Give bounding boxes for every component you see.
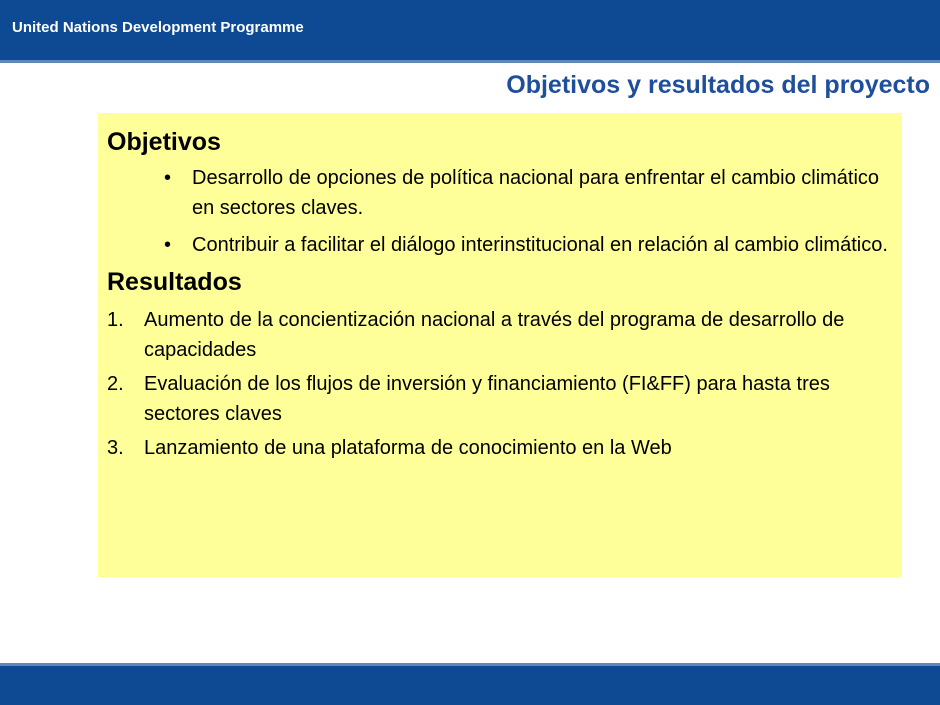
objective-text: Desarrollo de opciones de política nacional para enfrentar el cambio climático en sectores claves. [192,167,880,219]
result-item [107,433,902,463]
objective-text: Contribuir a facilitar el diálogo interinstitucional en relación al cambio climático. [192,234,888,256]
result-number: 2. [107,373,124,395]
objectives-list [107,163,902,260]
objectives-heading: Objetivos [107,128,221,156]
content-box [98,113,902,577]
result-item [107,369,902,429]
result-number: 1. [107,309,124,331]
slide-title: Objetivos y resultados del proyecto [506,71,930,99]
result-text: Evaluación de los flujos de inversión y financiamiento (FI&FF) para hasta tres sectores claves [144,373,830,425]
bullet-icon: • [164,234,172,256]
results-list [107,305,902,463]
results-heading: Resultados [107,268,242,296]
organization-name: United Nations Development Programme [12,19,304,36]
objective-item [107,230,902,260]
objective-item [107,163,902,223]
result-text: Aumento de la concientización nacional a través del programa de desarrollo de capacidades [144,309,845,361]
footer-bar [0,666,940,705]
header-bar [0,0,940,60]
bullet-icon: • [164,167,172,189]
result-item [107,305,902,365]
header-divider [0,60,940,63]
result-text: Lanzamiento de una plataforma de conocimiento en la Web [144,437,672,459]
result-number: 3. [107,437,124,459]
